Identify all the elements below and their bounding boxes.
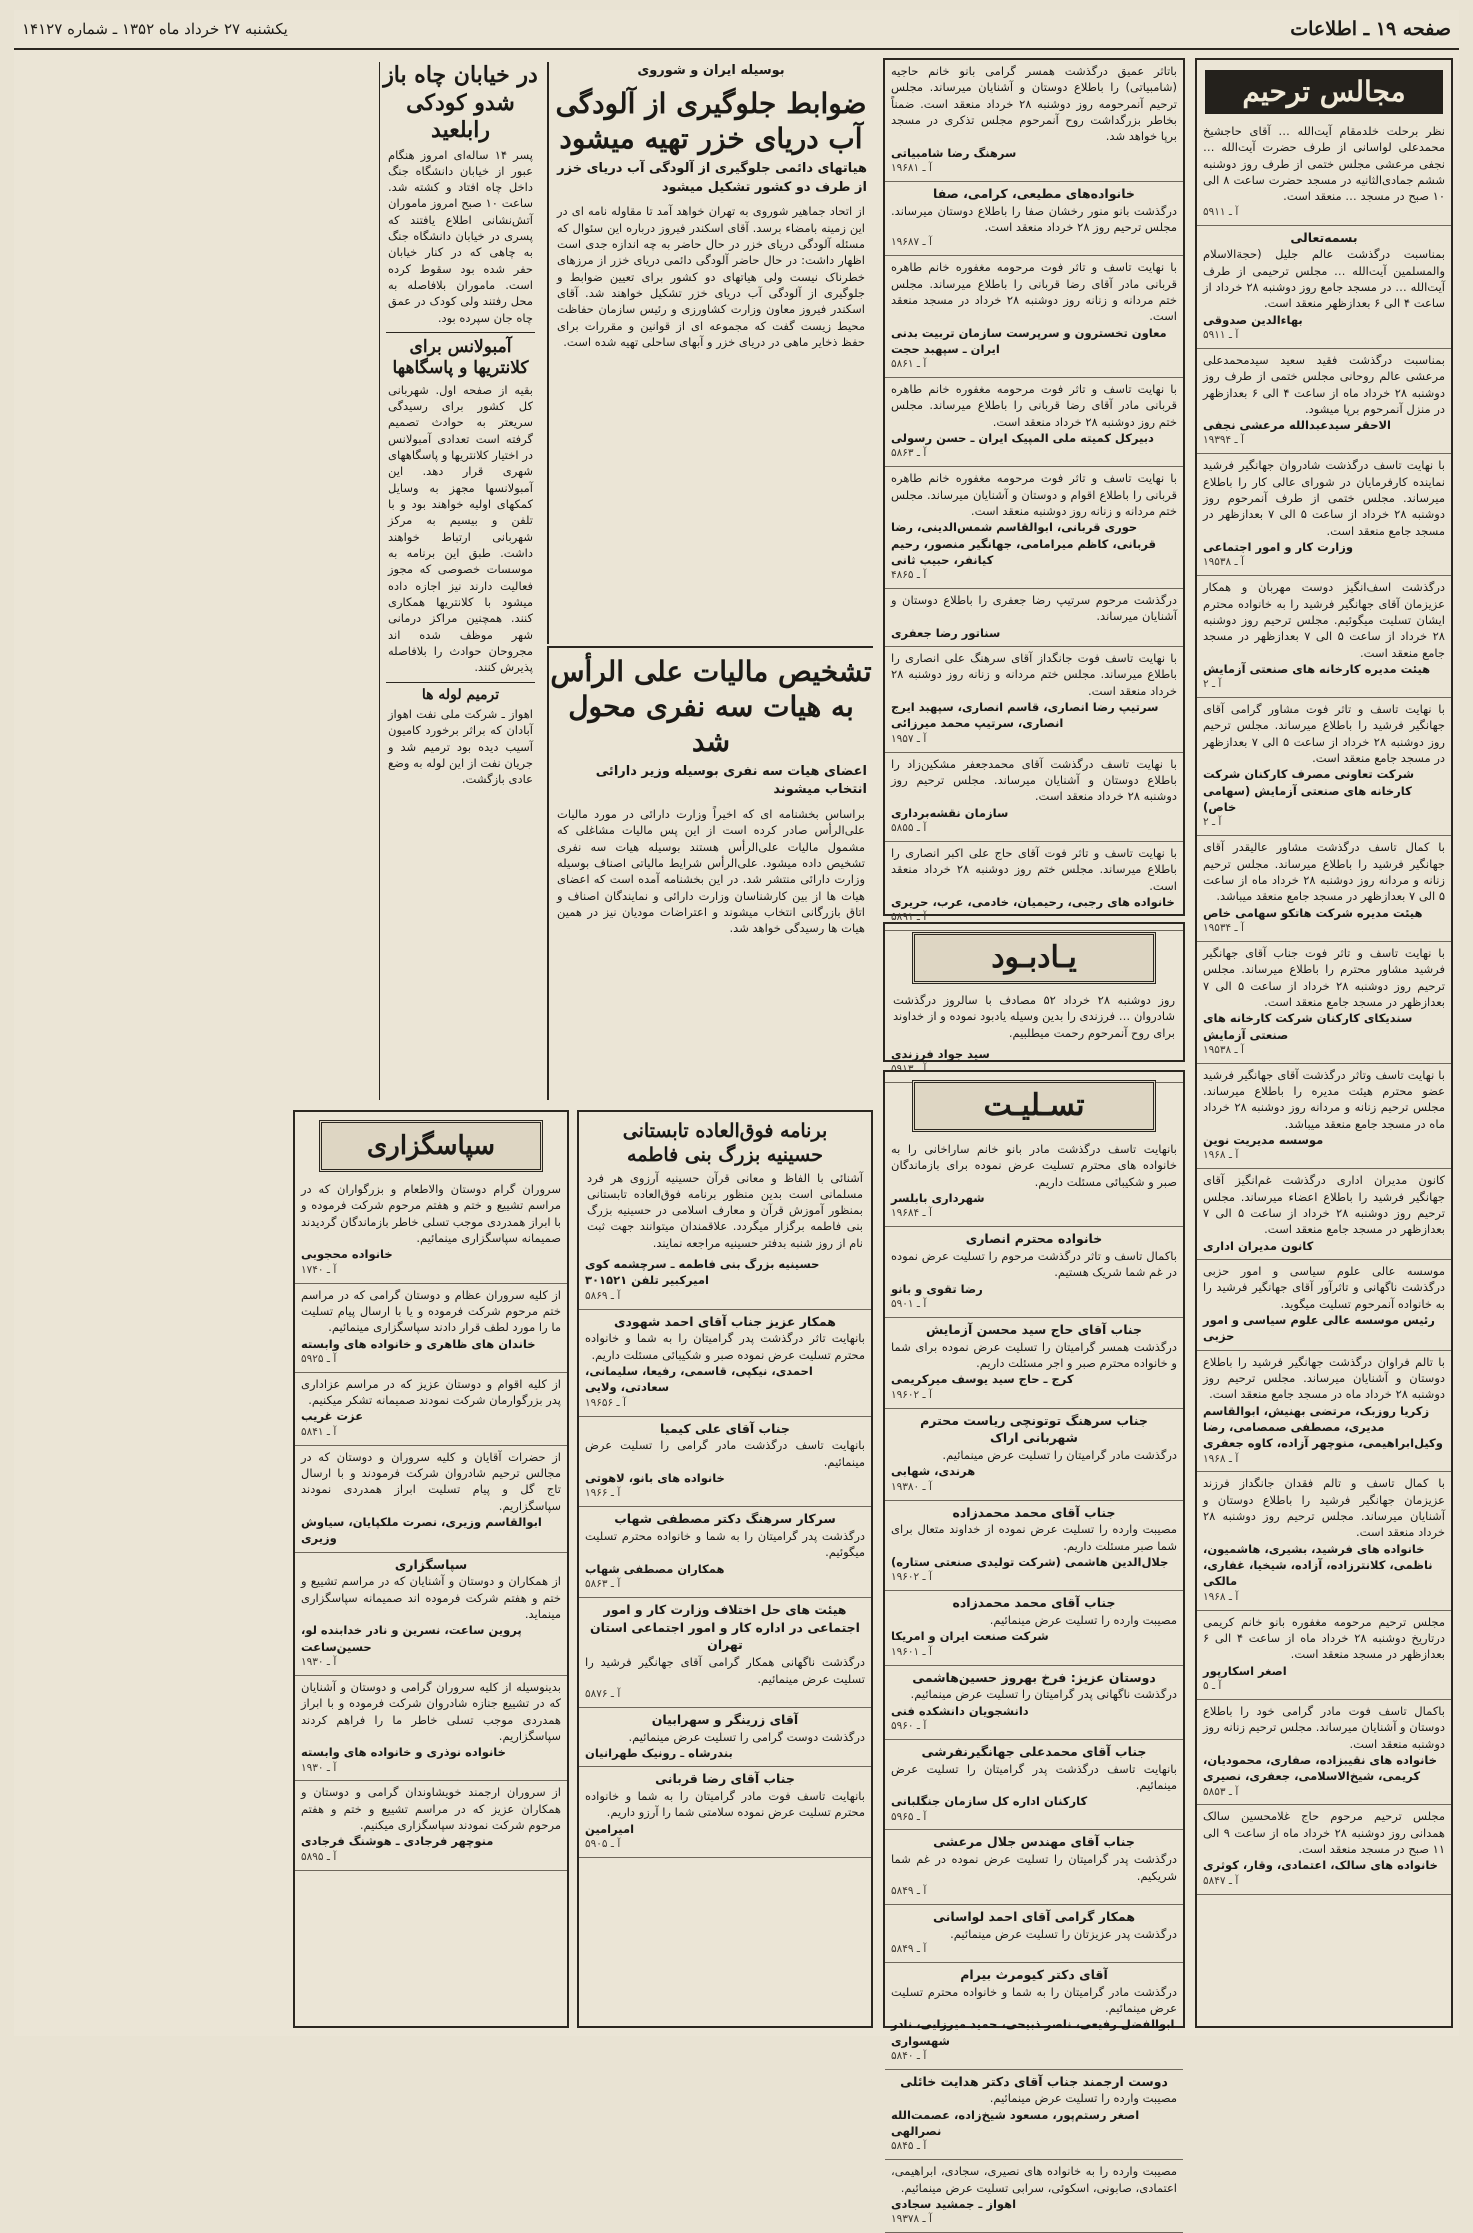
pit-body: پسر ۱۴ ساله‌ای امروز هنگام عبور از خیابان دانشگاه جنگ داخل چاه افتاد و کشته شد. ساعت ۱۰ صبح امروز ماموران آتش‌نشانی اطلاع یافتند که پسری در خیابان دانشگاه جنگ به چاهی که در کنار خیابان حفر شده بود سقوط کرده است. ماموران بلافاصله به محل رفتند ولی کودک در عمق چاه جان سپرده بود. [388, 147, 534, 325]
notice-body: از سروران ارجمند خویشاوندان گرامی و دوستان و همکاران عزیز که در مراسم تشییع و ختم و هفتم مرحوم شرکت نمودند سپاسگزاری میکنیم. [301, 1785, 561, 1833]
notice-body: باتاثر عمیق درگذشت همسر گرامی بانو خانم حاجیه (شامبیاتی) را باطلاع دوستان و آشنایان میرساند. مجلس ترحیم آنمرحومه روز دوشنبه ۲۸ خرداد منعقد است. ضمناً بخاطر بزرگداشت روح آنمرحوم مجلس تذکری در مسجد برپا خواهد شد. [891, 64, 1177, 144]
running-head [14, 10, 1459, 50]
notice-signature: احمدی، نیکپی، قاسمی، رفیعا، سلیمانی، سعادتی، ولایی [585, 1364, 813, 1395]
notice-item [295, 1178, 567, 1284]
notice-item [1197, 698, 1451, 836]
notice-item [885, 1666, 1183, 1740]
notice-code: آ ـ ۵۸۶۳ [891, 447, 927, 460]
notice-body: مصیبت وارده را تسلیت عرض مینمائیم. [989, 2091, 1177, 2106]
notice-heading: بسمه‌تعالی [1290, 229, 1358, 245]
notice-signature: دانشجویان دانشکده فنی [891, 1703, 1029, 1718]
notice-item [1197, 1351, 1451, 1473]
notice-signature: کارکنان اداره کل سازمان جنگلبانی [891, 1794, 1088, 1809]
tax-bullet: اعضای هیات سه نفری بوسیله وزیر دارائی انتخاب میشوند [595, 764, 867, 798]
notice-code: آ ـ ۵۸۴۵ [891, 2140, 927, 2153]
notice-code: آ ـ ۱۹۳۰ [301, 1761, 337, 1774]
notice-signature: هرندی، شهابی [891, 1464, 976, 1479]
notice-heading: سرکار سرهنگ دکتر مصطفی شهاب [614, 1511, 836, 1527]
obituaries-list [1197, 120, 1451, 1895]
notice-code: آ ـ ۱۹۶۵۶ [585, 1396, 626, 1409]
notice-item [885, 647, 1183, 753]
notice-body: درگذشت مادر گرامیتان را تسلیت عرض مینمائیم. [942, 1448, 1177, 1462]
notice-item [885, 182, 1183, 256]
notice-heading: جناب آقای علی کیمیا [660, 1420, 790, 1436]
notice-code: آ ـ ۱۹۶۸ [1203, 1452, 1239, 1465]
notice-heading: جناب سرهنگ توتونچی ریاست محترم شهربانی اراک [920, 1412, 1148, 1446]
notice-signature: خانواده نوذری و خانواده های وابسته [301, 1745, 506, 1760]
commemoration-title: یـادبـود [912, 932, 1156, 984]
center-notices-list [885, 60, 1183, 931]
notice-code: آ ـ ۱۷۴۰ [301, 1263, 337, 1276]
notice-item [295, 1781, 567, 1870]
notice-item [1197, 576, 1451, 698]
notice-code: آ ـ ۵۹۶۵ [891, 1810, 927, 1823]
notice-heading: خانواده محترم انصاری [965, 1231, 1103, 1247]
pipes-body: اهواز ـ شرکت ملی نفت اهواز آبادان که براثر برخورد کامیون آسیب دیده بود ترمیم شد و جریان نفت از این لوله به وضع عادی بازگشت. [388, 707, 533, 787]
divider [386, 332, 535, 333]
center-bottom-list [579, 1310, 871, 1858]
notice-code: آ ـ ۵۹۶۰ [891, 1719, 927, 1732]
notice-heading: جناب آقای محمد محمدزاده [952, 1595, 1116, 1611]
notice-code: آ ـ ۵۸۴۱ [301, 1425, 337, 1438]
notice-item [1197, 1611, 1451, 1700]
notice-body: با نهایت تاسف و تاثر فوت آقای حاج علی اکبر انصاری را باطلاع میرساند. مجلس ختم روز دوشنبه ۲۸ خرداد منعقد است. [891, 845, 1178, 893]
notice-item [885, 467, 1183, 589]
notice-signature: کانون مدیران اداری [1203, 1238, 1314, 1253]
notice-item [1197, 1169, 1451, 1260]
notice-heading: سپاسگزاری [394, 1556, 468, 1572]
notice-signature: زکریا روزبک، مرتضی بهنیش، ابوالقاسم مدیری، مصطفی صمصامی، رضا وکیل‌ابراهیمی، منوچهر آزاده، کاوه جعفری [1203, 1403, 1443, 1451]
notice-body: درگذشت پدر گرامیتان را تسلیت عرض نموده در غم شما شریکیم. [891, 1852, 1177, 1883]
notice-item [885, 2070, 1183, 2161]
notice-item [295, 1373, 567, 1446]
notice-code: آ ـ ۴۸۶۵ [891, 569, 927, 582]
notice-item [885, 1227, 1183, 1318]
quran-headline-2: حسینیه بزرگ بنی فاطمه [627, 1143, 823, 1166]
tax-headline-1: تشخیص مالیات علی الرأس [550, 655, 872, 688]
notice-code: آ ـ ۱۹۳۷۸ [891, 2213, 932, 2226]
notice-signature: جلال‌الدین هاشمی (شرکت تولیدی صنعتی ستاره) [891, 1554, 1169, 1569]
notice-code: آ ـ ۵۸۴۷ [1203, 1874, 1239, 1887]
tax-story [547, 646, 873, 1100]
notice-signature: ابوالفضل رفیعی، ناصر ذبیحی، حمید میرزایی، نادر شهسواری [891, 2017, 1175, 2048]
obituaries-column [1195, 58, 1453, 2028]
notice-signature: خانواده های سالک، اعتمادی، وقار، کوثری [1203, 1858, 1438, 1873]
quran-sig: حسینیه بزرگ بنی فاطمه ـ سرچشمه کوی امیرکبیر تلفن ۳۰۱۵۲۱ [585, 1257, 820, 1288]
notice-code: آ ـ ۱۹۵۳۸ [1203, 556, 1244, 569]
environment-body: از اتحاد جماهیر شوروی به تهران خواهد آمد تا مقاوله نامه ای در این زمینه بامضاء برسد. آقای اسکندر فیروز درباره این سئوال که مسئله آلودگی دریای خزر در حال حاضر به چه اندازه جدی است اظهار داشت: در حال حاضر آلودگی دائمی دریای خزر از مرزهای خطرناک نیست ولی هیاتهای دو کشور برای تعیین ضوابط و جلوگیری از آلودگی آب دریای خزر تشکیل خواهند شد. آقای اسکندر فیروز معاون وزارت کشاورزی و رئیس سازمان حفاظت محیط زیست گفت که مجموعه ای از قوانین و مقررات برای حفظ ذخایر ماهی در دریای خزر و آبهای ساحلی تهیه شده است. [557, 204, 865, 349]
notice-code: آ ـ ۲ [1203, 816, 1222, 829]
environment-headline-2: آب دریای خزر تهیه میشود [559, 122, 863, 156]
notice-signature: همکاران مصطفی شهاب [585, 1561, 725, 1576]
notice-signature: شرکت تعاونی مصرف کارکنان شرکت کارخانه های صنعتی آزمایش (سهامی خاص) [1203, 767, 1414, 815]
notice-item [1197, 942, 1451, 1064]
environment-headline-1: ضوابط جلوگیری از آلودگی [555, 87, 867, 121]
notice-heading: جناب آقای محمد محمدزاده [952, 1504, 1116, 1520]
notice-signature: شرکت صنعت ایران و امریکا [891, 1629, 1049, 1644]
appreciation-column [293, 1110, 569, 2028]
notice-body: بانهایت تاسف درگذشت مادر گرامی را تسلیت عرض مینمائیم. [585, 1438, 865, 1469]
notice-body: درگذشت ناگهانی پدر گرامیتان را تسلیت عرض مینمائیم. [910, 1687, 1177, 1702]
notice-item [885, 842, 1183, 931]
notice-signature: خانواده های فرشید، بشیری، هاشمیون، ناظمی، کلانترزاده، آزاده، شیخیا، غفاری، مالکی [1203, 1541, 1433, 1589]
notice-body: بانهایت تاسف درگذشت پدر گرامیتان را تسلیت عرض مینمائیم. [891, 1761, 1177, 1792]
notice-signature: معاون تخسترون و سرپرست سازمان تربیت بدنی ایران ـ سپهبد حجت [891, 325, 1167, 356]
notice-item [579, 1310, 871, 1417]
notice-item [579, 1767, 871, 1858]
notice-item [885, 589, 1183, 647]
notice-body: باکمال تاسف و تاثر درگذشت مرحوم را تسلیت عرض نموده در غم شما شریک هستیم. [891, 1248, 1177, 1280]
notice-body: مجلس ترحیم مرحوم حاج غلامحسین سالک همدانی روز دوشنبه ۲۸ خرداد ماه از ساعت ۹ الی ۱۱ صبح در مسجد منعقد است. [1203, 1809, 1445, 1857]
environment-story [547, 62, 873, 644]
ambulance-body: بقیه از صفحه اول. شهربانی کل کشور برای رسیدگی سریعتر به حوادث تصمیم گرفته است تعدادی آمبولانس در اختیار کلانتریها و پاسگاههای شهری قرار دهد. این آمبولانسها مجهز به وسایل کمکهای اولیه خواهند بود و با تلفن و بیسیم به مرکز شهربانی ارتباط خواهند داشت. طبق این برنامه به موسسات خصوصی که مجوز فعالیت دارند نیز اجازه داده میشود با کلانتریها همکاری کنند. همچنین مراکز درمانی شهر موظف شده اند مجروحان حوادث را بلافاصله پذیرش کنند. [388, 382, 533, 675]
quran-intro: آشنائی با الفاظ و معانی قرآن حسینیه آرزوی هر فرد مسلمانی است بدین منظور برنامه فوق‌العاده تابستانی بمنظور آموزش قرآن و معارف اسلامی در حسینیه بزرگ بنی فاطمه برگزار میگردد. علاقمندان میتوانند جهت ثبت نام از روز شنبه بدفتر حسینیه مراجعه نمایند. [587, 1170, 863, 1250]
notice-item [885, 60, 1183, 182]
notice-item [579, 1708, 871, 1767]
notice-code: آ ـ ۵۹۰۵ [585, 1837, 621, 1850]
notice-body: با کمال تاسف درگذشت مشاور عالیقدر آقای جهانگیر فرشید را باطلاع میرساند. مجلس ترحیم زنانه و مردانه روز دوشنبه ۲۸ خرداد ماه از ساعت ۵ الی ۷ بعدازظهر در مسجد جامع منعقد میباشد. [1203, 840, 1445, 904]
notice-body: بانهایت تاسف فوت مادر گرامیتان را به شما و خانواده محترم تسلیت عرض نموده سلامتی شما را آرزو داریم. [585, 1788, 865, 1820]
notice-body: با نهایت تاسف وتاثر درگذشت آقای جهانگیر فرشید عضو محترم هیئت مدیره را باطلاع میرساند. مجلس ترحیم زنانه و مردانه روز دوشنبه ۲۸ خرداد ماه در مسجد جامع منعقد میباشد. [1203, 1067, 1445, 1131]
notice-body: موسسه عالی علوم سیاسی و امور حزبی درگذشت ناگهانی و تاثرآور آقای جهانگیر فرشید را به خانواده آنمرحوم تسلیت میگوید. [1203, 1263, 1445, 1311]
notice-code: آ ـ ۱۹۳۹۴ [1203, 434, 1244, 447]
notice-body: بدینوسیله از کلیه سروران گرامی و دوستان و آشنایان که در تشییع جنازه شادروان شرکت فرموده و با ابراز همدردی موجب تسلی خاطر ما را فراهم کردند سپاسگزاریم. [301, 1679, 561, 1743]
pit-headline: در خیابان چاه باز شدو کودکی رابلعید [383, 62, 538, 143]
page-label: صفحه ۱۹ ـ اطلاعات [1290, 18, 1451, 40]
notice-item [1197, 120, 1451, 226]
notice-body: درگذشت مادر گرامیتان را به شما و خانواده محترم تسلیت عرض مینمائیم. [891, 1984, 1177, 2015]
issue-date: یکشنبه ۲۷ خرداد ماه ۱۳۵۲ ـ شماره ۱۴۱۲۷ [22, 20, 288, 38]
notice-body: از کلیه اقوام و دوستان عزیز که در مراسم عزاداری پدر بزرگوارمان شرکت نمودند صمیمانه تشکر میکنیم. [301, 1376, 561, 1408]
notice-body: درگذشت اسف‌انگیز دوست مهربان و همکار عزیزمان آقای جهانگیر فرشید را به خانواده محترم ایشان تسلیت میگوئیم. مجلس ترحیم روز دوشنبه ۲۸ خرداد از ساعت ۵ الی ۷ بعدازظهر در مسجد جامع منعقد است. [1203, 580, 1445, 660]
notice-code: آ ـ ۲ [1203, 678, 1222, 691]
notice-code: آ ـ ۵۸۹۱ [891, 911, 927, 924]
notice-item [885, 1963, 1183, 2070]
notice-item [1197, 454, 1451, 576]
notice-code: آ ـ ۱۹۵۷ [891, 732, 927, 745]
notice-code: آ ـ ۵۸۶۱ [891, 358, 927, 371]
notice-code: آ ـ ۱۹۶۸۴ [891, 1207, 932, 1220]
quran-program-column [577, 1110, 873, 2028]
notice-code: آ ـ ۵۸۶۳ [585, 1578, 621, 1591]
notice-item [885, 1138, 1183, 1227]
notice-code: آ ـ ۱۹۵۳۸ [1203, 1043, 1244, 1056]
notice-signature: رئیس موسسه عالی علوم سیاسی و امور حزبی [1203, 1312, 1435, 1344]
notice-code: آ ـ ۱۹۶۶ [585, 1487, 621, 1500]
notice-body: با نهایت تاسف و تاثر فوت مرحومه مغفوره خانم طاهره قربانی را باطلاع اقوام و دوستان و آشنایان میرساند. مجلس ختم مردانه و زنانه روز دوشنبه منعقد است. [891, 471, 1177, 518]
notice-code: آ ـ ۱۹۵۳۴ [1203, 921, 1244, 934]
notice-heading: جناب آقای رضا قربانی [655, 1771, 795, 1787]
notice-item [885, 1501, 1183, 1592]
notice-signature: خاندان های ظاهری و خانواده های وابسته [301, 1336, 536, 1351]
notice-item [1197, 1260, 1451, 1351]
notice-item [885, 1905, 1183, 1963]
notice-body: درگذشت مرحوم سرتیپ رضا جعفری را باطلاع دوستان و آشنایان میرساند. [891, 593, 1177, 624]
condolences-column [883, 1070, 1185, 2226]
notice-code: آ ـ ۵۹۰۱ [891, 1297, 927, 1310]
notice-code: آ ـ ۵۸۴۰ [891, 2049, 927, 2062]
notice-signature: اهواز ـ جمشید سجادی [891, 2197, 1017, 2212]
notice-code: آ ـ ۱۹۶۸ [1203, 1149, 1239, 1162]
notice-body: با نهایت تاسف و تاثر فوت مشاور گرامی آقای جهانگیر فرشید را باطلاع میرساند. مجلس ترحیم روز دوشنبه ۲۸ خرداد از ساعت ۵ الی ۷ بعدازظهر در مسجد جامع منعقد است. [1203, 702, 1445, 766]
notice-item [1197, 1805, 1451, 1894]
notice-body: مجلس ترحیم مرحومه مغفوره بانو خانم کریمی درتاریخ دوشنبه ۲۸ خرداد ماه از ساعت ۴ الی ۶ بعدازظهر در مسجد منعقد است. [1203, 1614, 1445, 1662]
obituaries-banner: مجالس ترحیم [1205, 70, 1443, 114]
condolences-title: تسـلیـت [912, 1080, 1156, 1132]
notice-body: با نهایت تاسف درگذشت شادروان جهانگیر فرشید نماینده کارفرمایان در شورای عالی کار را باطلاع میرساند. مجلس ختمی از طرف آنمرحوم روز دوشنبه ۲۸ خرداد از ساعت ۵ الی ۷ بعدازظهر در مسجد جامع منعقد است. [1203, 458, 1445, 538]
notice-item [295, 1676, 567, 1782]
pipes-headline: ترمیم لوله ها [421, 686, 500, 703]
notice-code: آ ـ ۵۸۵۳ [1203, 1785, 1239, 1798]
notice-item [885, 2160, 1183, 2233]
notice-signature: اصغر رستم‌پور، مسعود شیخ‌زاده، عصمت‌الله نصرالهی [891, 2107, 1140, 2139]
notice-signature: حوری قربانی، ابوالقاسم شمس‌الدینی، رضا قربانی، کاظم میرامامی، جهانگیر منصور، رحیم کیانفر، حبیب ثانی [891, 520, 1157, 567]
notice-signature: سرهنگ رضا شامبیاتی [891, 145, 1017, 160]
quran-signature [579, 1253, 871, 1310]
notice-item [1197, 349, 1451, 455]
notice-item [579, 1598, 871, 1708]
notice-signature: امیرامین [585, 1821, 635, 1836]
notice-body: با نهایت تاسف فوت جانگداز آقای سرهنگ علی انصاری را باطلاع میرساند. مجلس ختم مردانه و زنانه روز دوشنبه ۲۸ خرداد منعقد است. [891, 651, 1177, 698]
notice-body: درگذشت دوست گرامی را تسلیت عرض مینمائیم. [628, 1729, 865, 1744]
notice-body: با تالم فراوان درگذشت جهانگیر فرشید را باطلاع دوستان و آشنایان میرساند. مجلس ترحیم روز دوشنبه ۲۸ خرداد ماه در مسجد جامع منعقد است. [1203, 1354, 1445, 1402]
notice-code: آ ـ ۵۸۵۵ [891, 822, 927, 834]
notice-body: درگذشت همسر گرامیتان را تسلیت عرض نموده برای شما و خانواده محترم صبر و اجر مسئلت داریم. [891, 1339, 1177, 1370]
notice-body: از همکاران و دوستان و آشنایان که در مراسم تشییع و ختم و هفتم شرکت فرموده اند صمیمانه سپاسگزاری مینماید. [301, 1574, 561, 1622]
notice-code: آ ـ ۵۹۱۱ [1203, 205, 1239, 218]
notice-code: آ ـ ۵۸۴۹ [891, 1942, 927, 1955]
environment-kicker: بوسیله ایران و شوروی [637, 63, 785, 78]
notice-item [885, 1740, 1183, 1831]
notice-signature: عزت غریب [301, 1409, 364, 1424]
notice-body: باکمال تاسف فوت مادر گرامی خود را باطلاع دوستان و آشنایان میرساند. مجلس ترحیم زنانه روز دوشنبه منعقد است. [1203, 1703, 1445, 1751]
environment-bullet: هیاتهای دائمی جلوگیری از آلودگی آب دریای خزر از طرف دو کشور تشکیل میشود [557, 161, 867, 195]
notice-item [295, 1446, 567, 1553]
notice-code: آ ـ ۱۹۳۰ [301, 1656, 337, 1669]
divider [386, 682, 535, 683]
notice-item [1197, 1472, 1451, 1610]
notice-body: با نهایت تاسف و تاثر فوت مرحومه مغفوره خانم طاهره قربانی مادر آقای رضا قربانی را باطلاع میرساند. مجلس ختم مردانه و زنانه روز دوشنبه ۲۸ خرداد در مسجد منعقد است. [891, 260, 1177, 324]
notice-body: کانون مدیران اداری درگذشت غم‌انگیز آقای جهانگیر فرشید را باطلاع اعضاء میرساند. مجلس ترحیم روز دوشنبه ۲۸ خرداد از ساعت ۵ الی ۷ بعدازظهر در مسجد جامع منعقد است. [1203, 1173, 1445, 1237]
notice-body: بانهایت تاثر درگذشت پدر گرامیتان را به شما و خانواده محترم تسلیت عرض نموده صبر و شکیبائی مسئلت داریم. [585, 1331, 865, 1362]
notice-signature: هیئت مدیره شرکت هاتکو سهامی خاص [1203, 905, 1423, 920]
notice-body: بانهایت تاسف درگذشت مادر بانو خانم ساراخانی را به خانواده های محترم تسلیت عرض نموده برای بازماندگان صبر و شکیبائی مسئلت داریم. [891, 1142, 1177, 1189]
notice-code: آ ـ ۱۹۶۰۲ [891, 1388, 932, 1401]
appreciation-title: سپاسگزاری [319, 1120, 543, 1172]
notice-item [295, 1284, 567, 1373]
notice-body: از کلیه سروران عظام و دوستان گرامی که در مراسم ختم مرحوم شرکت فرموده و یا با ارسال پیام تسلیت ما را مورد لطف قرار دادند سپاسگزاری مینمائیم. [301, 1287, 561, 1335]
notice-body: درگذشت بانو منور رخشان صفا را باطلاع دوستان میرساند. مجلس ترحیم روز ۲۸ خرداد منعقد است. [891, 203, 1177, 234]
ambulance-headline: آمبولانس برای کلانتریها و پاسگاهها [392, 337, 529, 379]
notice-item [885, 1409, 1183, 1501]
notice-heading: خانواده‌های مطیعی، کرامی، صفا [933, 185, 1135, 201]
notice-code: آ ـ ۱۹۶۸۷ [891, 236, 932, 249]
notice-heading: همکار عزیز جناب آقای احمد شهودی [614, 1313, 836, 1329]
notice-signature: خانواده های نقیبزاده، صفاری، محمودیان، کریمی، شیخ‌الاسلامی، جعفری، نصیری [1203, 1752, 1438, 1784]
notice-item [885, 1591, 1183, 1665]
notice-signature: سازمان نقشه‌برداری [891, 805, 1009, 820]
notice-body: بمناسبت درگذشت فقید سعید سیدمحمدعلی مرعشی عالم روحانی مجلس ختمی از طرف روز دوشنبه ۲۸ خرداد ماه از ساعت ۴ الی ۶ بعدازظهر در منزل آنمرحوم برپا میشود. [1203, 352, 1445, 416]
notice-body: بمناسبت درگذشت عالم جلیل (حجةالاسلام والمسلمین آیت‌الله … مجلس ترحیمی از طرف آیت‌الله … در مسجد جامع روز دوشنبه ۲۸ خرداد از ساعت ۴ الی ۶ بعدازظهر منعقد است. [1203, 247, 1445, 311]
notice-signature: منوچهر فرجادی ـ هوشنگ فرجادی [301, 1834, 494, 1849]
notice-body: با کمال تاسف و تالم فقدان جانگداز فرزند عزیزمان جهانگیر فرشید را باطلاع دوستان و آشنایان میرساند. مجلس ترحیم روز دوشنبه ۲۸ خرداد منعقد است. [1203, 1476, 1445, 1540]
notice-signature: خانواده محجوبی [301, 1247, 393, 1262]
commemoration-body: روز دوشنبه ۲۸ خرداد ۵۲ مصادف با سالروز درگذشت شادروان … فرزندی را بدین وسیله یادبود نموده و از خداوند برای روح آنمرحوم رحمت میطلبیم. [893, 993, 1176, 1040]
notice-signature: سندیکای کارکنان شرکت کارخانه های صنعتی آزمایش [1203, 1011, 1413, 1042]
notice-heading: همکار گرامی آقای احمد لواسانی [933, 1908, 1135, 1924]
notice-item [885, 1318, 1183, 1409]
notice-body: نظر برحلت خلدمقام آیت‌الله … آقای حاجشیخ محمدعلی لواسانی از طرف حضرت آیت‌الله … نجفی مرعشی مجلس ختمی از طرف روز دوشنبه ششم جمادی‌الثانیه در مسجد حضرت ساعت ۸ الی ۱۰ صبح در مسجد … منعقد است. [1203, 124, 1445, 204]
condolences-list [885, 1138, 1183, 2233]
notice-item [885, 378, 1183, 467]
notice-item [579, 1417, 871, 1508]
notice-heading: دوستان عزیز: فرخ بهروز حسین‌هاشمی [912, 1669, 1156, 1685]
notice-body: درگذشت ناگهانی همکار گرامی آقای جهانگیر فرشید را تسلیت عرض مینمائیم. [585, 1655, 865, 1686]
notice-signature: خانواده های بانو، لاهوتی [585, 1471, 725, 1486]
notice-signature: ابوالقاسم وزیری، نصرت ملکپایان، سیاوش وزیری [301, 1514, 542, 1546]
notice-body: سروران گرام دوستان والاطعام و بزرگواران که در مراسم تشییع و ختم و هفتم مرحوم شرکت فرموده و با ابراز همدردی موجب تسلی خاطر بازماندگان گردیدند صمیمانه سپاسگزاری مینمائیم. [301, 1182, 561, 1245]
notice-heading: جناب آقای محمدعلی جهانگیرنفرشی [921, 1743, 1147, 1759]
notice-body: با نهایت تاسف و تاثر فوت مرحومه مغفوره خانم طاهره قربانی مادر آقای رضا قربانی را باطلاع میرساند. مجلس ختم روز دوشنبه ۲۸ خرداد منعقد است. [891, 382, 1177, 429]
notice-item [1197, 1700, 1451, 1806]
notice-signature: دبیرکل کمیته ملی المپیک ایران ـ حسن رسولی [891, 431, 1154, 446]
notice-code: آ ـ ۵۸۹۵ [301, 1850, 337, 1863]
notice-body: مصیبت وارده را تسلیت عرض مینمائیم. [989, 1612, 1177, 1627]
notice-heading: آقای زرینگر و سهرابیان [651, 1711, 799, 1727]
notice-item [1197, 1064, 1451, 1170]
notice-signature: شهرداری بابلسر [891, 1190, 985, 1205]
notice-code: آ ـ ۵ [1203, 1679, 1222, 1692]
notice-signature: پروین ساعت، نسرین و نادر خدابنده لو، حسین‌ساعت [301, 1623, 522, 1654]
notice-body: درگذشت پدر عزیزتان را تسلیت عرض مینمائیم. [950, 1926, 1177, 1941]
quran-headline-1: برنامه فوق‌العاده تابستانی [622, 1120, 828, 1142]
notice-item [885, 1830, 1183, 1904]
notice-signature: بندرشاه ـ رونیک طهرانیان [585, 1745, 733, 1760]
notice-body: با نهایت تاسف و تاثر فوت جناب آقای جهانگیر فرشید مشاور محترم را باطلاع میرساند. مجلس ترحیم روز دوشنبه ۲۸ خرداد از ساعت ۵ الی ۷ بعدازظهر در مسجد جامع منعقد است. [1203, 945, 1445, 1009]
commemoration-box [883, 922, 1185, 1076]
notice-item [579, 1507, 871, 1598]
notice-item [885, 256, 1183, 378]
notice-code: آ ـ ۵۸۷۶ [585, 1687, 621, 1700]
notice-code: آ ـ ۵۹۲۵ [301, 1352, 337, 1365]
notice-body: مصیبت وارده را به خانواده های نصیری، سجادی، ابراهیمی، اعتمادی، صابونی، اسکوئی، سرابی تسلیت عرض مینمائیم. [891, 2164, 1177, 2195]
notice-heading: جناب آقای حاج سید محسن آزمایش [925, 1321, 1143, 1337]
notice-body: با نهایت تاسف درگذشت آقای محمدجعفر مشکین‌زاد را باطلاع دوستان و آشنایان میرساند. مجلس ترحیم روز دوشنبه ۲۸ خرداد منعقد است. [891, 756, 1177, 804]
notice-item [885, 753, 1183, 842]
notice-body: از حضرات آقایان و کلیه سروران و دوستان که در مجالس ترحیم شادروان شرکت فرمودند و با ارسال تاج گل و پیام تسلیت ابراز همدردی نمودند سپاسگزاریم. [301, 1449, 561, 1513]
notice-code: آ ـ ۵۹۱۱ [1203, 328, 1239, 341]
notice-body: درگذشت پدر گرامیتان را به شما و خانواده محترم تسلیت میگوئیم. [585, 1529, 865, 1560]
notice-code: آ ـ ۱۹۶۸ [1203, 1590, 1239, 1603]
notice-signature: اصغر اسکارپور [1203, 1663, 1287, 1678]
notice-signature: وزارت کار و امور اجتماعی [1203, 540, 1354, 555]
notice-signature: موسسه مدیریت نوین [1203, 1133, 1324, 1148]
tax-headline-2: به هیات سه نفری محول شد [568, 690, 854, 758]
notice-item [1197, 836, 1451, 942]
notice-signature: سناتور رضا جعفری [891, 625, 1001, 640]
tax-body: براساس بخشنامه ای که اخیراً وزارت دارائی در مورد مالیات علی‌الرأس صادر کرده است از این پس مالیات مشاغلی که مشمول مالیات علی‌الرأس هستند بوسیله هیات سه نفری تشخیص داده میشود. علی‌الرأس شرایط مالیاتی اصناف بوسیله وزارت دارائی منتشر شد. در این بخشنامه آمده است که اعضای هیات ها از بین کارشناسان وزارت دارائی و نمایندگان اصناف و اتاق بازرگانی انتخاب میشوند و اعتراضات مودیان نیز در همین هیات ها رسیدگی خواهد شد. [557, 806, 865, 936]
notice-signature: خانواده های رجبی، رحیمیان، خادمی، عرب، حریری [891, 894, 1175, 909]
notice-code: آ ـ ۱۹۶۰۱ [891, 1645, 932, 1658]
notice-code: آ ـ ۵۸۴۹ [891, 1884, 927, 1897]
commemoration-sig: سید جواد فرزندی [891, 1046, 990, 1061]
notice-heading: هیئت های حل اختلاف وزارت کار و امور اجتماعی در اداره کار و امور اجتماعی استان تهران [590, 1601, 860, 1653]
notice-code: آ ـ ۱۹۳۸۰ [891, 1480, 932, 1493]
appreciation-list [295, 1178, 567, 1871]
notice-code: آ ـ ۱۹۶۸۱ [891, 161, 932, 174]
left-news-column [379, 62, 541, 1100]
notice-signature: الاحقر سیدعبدالله مرعشی نجفی [1203, 418, 1391, 433]
notice-signature: هیئت مدیره کارخانه های صنعتی آزمایش [1203, 661, 1431, 676]
notice-item [1197, 226, 1451, 349]
notice-item [295, 1553, 567, 1676]
commemoration-code: آ ـ ۵۹۱۳ [891, 1063, 927, 1076]
newspaper-page [14, 10, 1459, 2226]
notice-heading: دوست ارجمند جناب آقای دکتر هدایت خائلی [900, 2073, 1168, 2089]
notice-heading: جناب آقای مهندس جلال مرعشی [933, 1834, 1135, 1850]
center-notices-column [883, 58, 1185, 924]
notice-body: مصیبت وارده را تسلیت عرض نموده از خداوند متعال برای شما صبر مسئلت داریم. [891, 1522, 1177, 1553]
quran-code: آ ـ ۵۸۶۹ [585, 1289, 621, 1302]
notice-signature: کرج ـ حاج سید یوسف میرکریمی [891, 1372, 1074, 1387]
notice-signature: رضا تقوی و بانو [891, 1281, 983, 1296]
notice-heading: آقای دکتر کیومرث بیرام [960, 1966, 1108, 1982]
notice-code: آ ـ ۱۹۶۰۲ [891, 1571, 932, 1584]
notice-signature: بهاءالدین صدوقی [1203, 312, 1303, 327]
notice-signature: سرتیپ رضا انصاری، قاسم انصاری، سپهبد ایرج انصاری، سرتیپ محمد میرزائی [891, 700, 1159, 731]
